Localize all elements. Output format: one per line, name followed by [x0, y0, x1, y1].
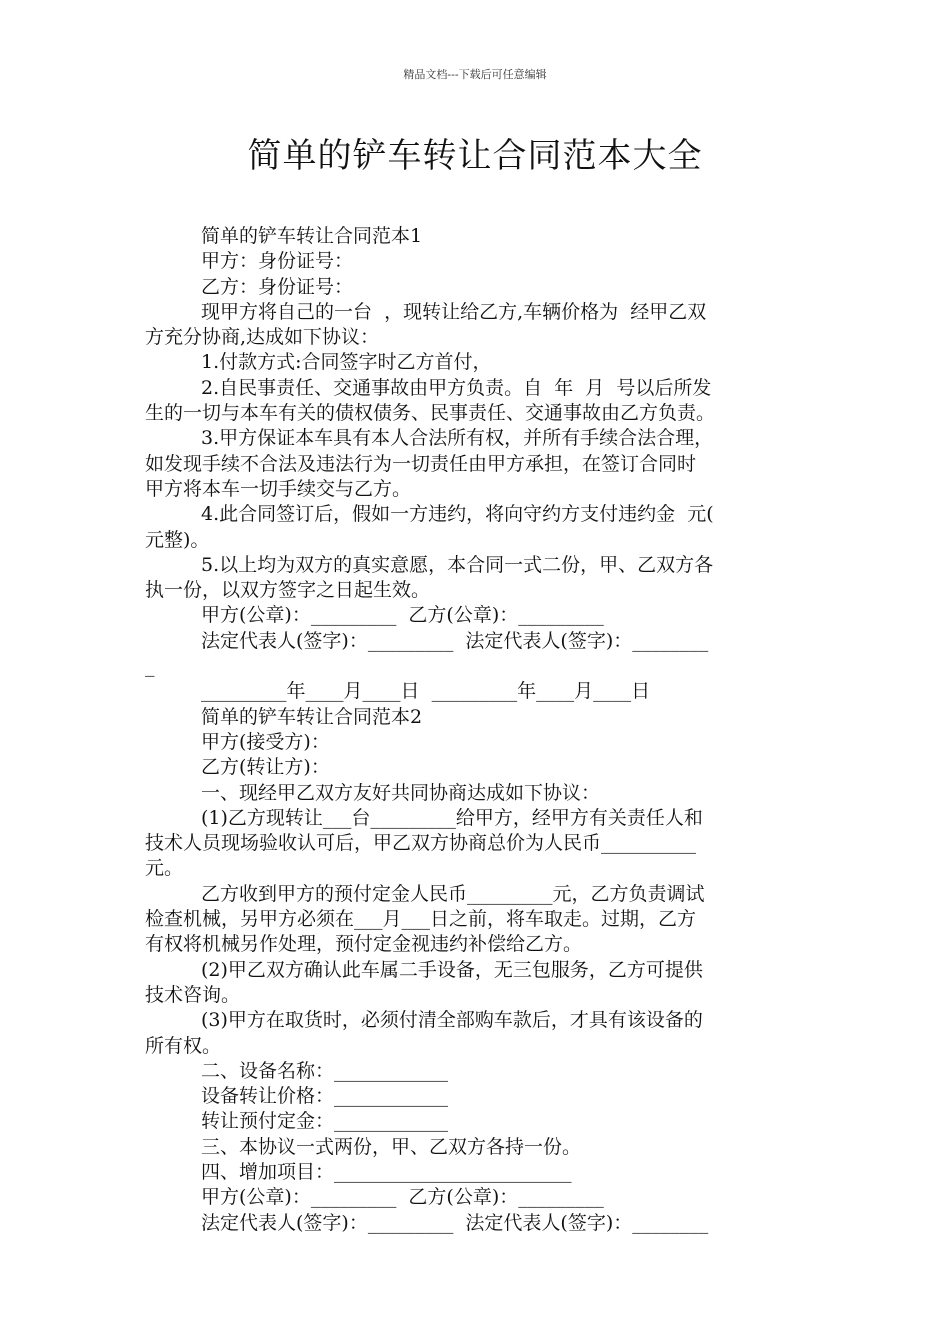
text-line: (1)乙方现转让___台_________给甲方，经甲方有关责任人和 [201, 806, 703, 829]
text-line: 技术咨询。 [145, 983, 241, 1006]
text-line: 乙方收到甲方的预付定金人民币_________元，乙方负责调试 [201, 882, 705, 905]
text-line: 法定代表人(签字)：_________ 法定代表人(签字)：________ [201, 1211, 709, 1234]
text-line: 检查机械，另甲方必须在___月___日之前，将车取走。过期，乙方 [145, 908, 697, 931]
text-line: 5.以上均为双方的真实意愿，本合同一式二份，甲、乙双方各 [201, 553, 714, 576]
text-line: _________年____月____日 _________年____月____日 [201, 680, 651, 703]
text-line: _ [145, 655, 155, 678]
text-line: 如发现手续不合法及违法行为一切责任由甲方承担，在签订合同时 [145, 452, 697, 475]
text-line: (3)甲方在取货时，必须付清全部购车款后，才具有该设备的 [201, 1009, 703, 1032]
text-line: 简单的铲车转让合同范本1 [201, 225, 423, 247]
text-line: 一、现经甲乙双方友好共同协商达成如下协议： [201, 781, 601, 804]
text-line: 乙方：身份证号： [201, 275, 354, 298]
text-line: 乙方(转让方)： [201, 756, 330, 779]
text-line: 元整)。 [145, 528, 210, 551]
text-line: 方充分协商,达成如下协议： [145, 326, 380, 349]
text-line: 元。 [145, 857, 184, 880]
text-line: 2.自民事责任、交通事故由甲方负责。自 年 月 号以后所发 [201, 376, 712, 399]
text-line: 技术人员现场验收认可后，甲乙双方协商总价为人民币__________ [145, 832, 697, 855]
document-title: 简单的铲车转让合同范本大全 [247, 136, 703, 176]
text-line: 所有权。 [145, 1034, 222, 1057]
text-line: 四、增加项目：_________________________ [201, 1160, 572, 1183]
text-line: 执一份，以双方签字之日起生效。 [145, 579, 431, 602]
header-note: 精品文档---下载后可任意编辑 [403, 68, 547, 81]
text-line: 有权将机械另作处理，预付定金视违约补偿给乙方。 [145, 933, 583, 956]
text-line: 1.付款方式:合同签字时乙方首付， [201, 351, 492, 374]
text-line: 3.甲方保证本车具有本人合法所有权，并所有手续合法合理， [201, 427, 714, 450]
text-line: 4.此合同签订后，假如一方违约，将向守约方支付违约金 元( [201, 503, 714, 526]
text-line: 生的一切与本车有关的债权债务、民事责任、交通事故由乙方负责。 [145, 402, 716, 425]
text-line: 甲方将本车一切手续交与乙方。 [145, 477, 412, 500]
text-line: 甲方(公章)：_________ 乙方(公章)：_________ [201, 1186, 604, 1209]
contract-body [145, 224, 810, 1236]
text-line: 甲方：身份证号： [201, 250, 354, 273]
text-line: (2)甲乙双方确认此车属二手设备，无三包服务，乙方可提供 [201, 958, 703, 981]
text-line: 现甲方将自己的一台 ，现转让给乙方,车辆价格为 经甲乙双 [201, 300, 707, 323]
text-line: 转让预付定金：____________ [201, 1110, 449, 1133]
text-line: 简单的铲车转让合同范本2 [201, 705, 423, 728]
text-line: 三、本协议一式两份，甲、乙双方各持一份。 [201, 1135, 582, 1158]
text-line: 甲方(接受方)： [201, 730, 330, 753]
text-line: 设备转让价格：____________ [201, 1085, 449, 1108]
text-line: 法定代表人(签字)：_________ 法定代表人(签字)：________ [201, 629, 709, 652]
text-line: 二、设备名称：____________ [201, 1059, 449, 1082]
text-line: 甲方(公章)：_________ 乙方(公章)：_________ [201, 604, 604, 627]
